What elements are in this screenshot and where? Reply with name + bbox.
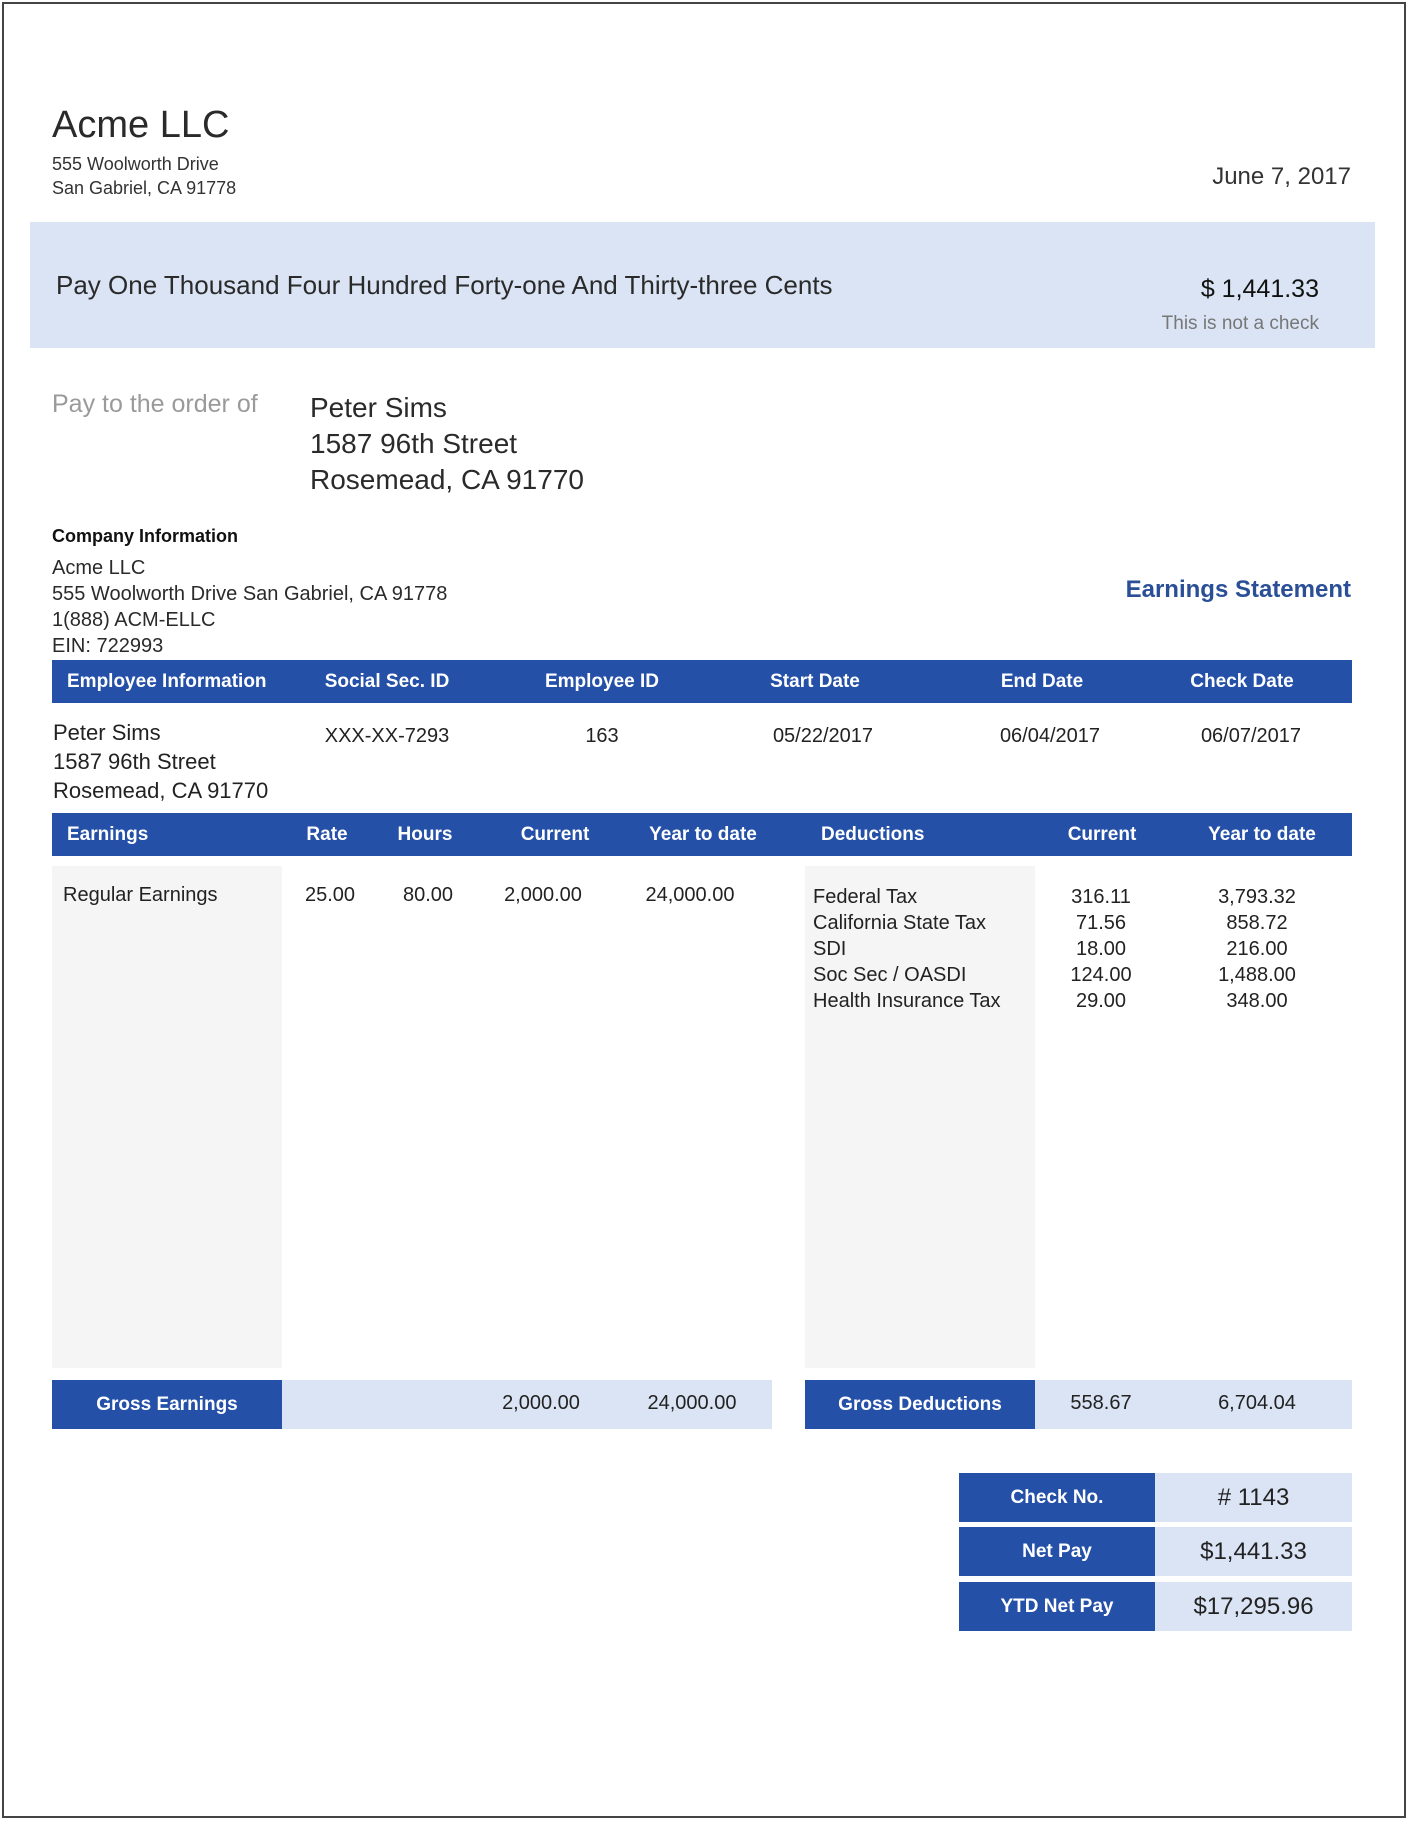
pay-amount-words: Pay One Thousand Four Hundred Forty-one And Thirty-three Cents — [56, 270, 833, 300]
gross-deductions-label: Gross Deductions — [805, 1380, 1035, 1429]
deduction-ytd: 1,488.00 — [1218, 964, 1296, 986]
employee-info — [53, 718, 268, 805]
payee-city: Rosemead, CA 91770 — [310, 464, 584, 495]
gross-deductions-ytd: 6,704.04 — [1218, 1392, 1296, 1414]
employee-end-date: 06/04/2017 — [999, 725, 1101, 747]
header-deductions: Deductions — [821, 823, 925, 845]
gross-earnings-ytd: 24,000.00 — [647, 1392, 737, 1414]
check-no-label: Check No. — [959, 1473, 1155, 1522]
company-info-ein: EIN: 722993 — [52, 635, 164, 657]
payee-name: Peter Sims — [310, 392, 447, 423]
check-no-value: # 1143 — [1155, 1473, 1352, 1522]
statement-date: June 7, 2017 — [1212, 163, 1351, 190]
employee-name: Peter Sims — [53, 720, 161, 745]
earning-hours: 80.00 — [402, 884, 454, 906]
header-rate: Rate — [306, 823, 348, 845]
net-pay-label: Net Pay — [959, 1527, 1155, 1576]
payee-street: 1587 96th Street — [310, 428, 518, 459]
header-start-date: Start Date — [770, 670, 860, 692]
employee-city: Rosemead, CA 91770 — [53, 778, 269, 803]
company-info-name: Acme LLC — [52, 557, 146, 579]
employee-check-date: 06/07/2017 — [1200, 725, 1302, 747]
deduction-current: 18.00 — [1075, 938, 1127, 960]
gross-deductions-current: 558.67 — [1070, 1392, 1132, 1414]
company-address-line1: 555 Woolworth Drive — [52, 154, 219, 174]
deduction-current-values — [1051, 884, 1151, 1014]
deduction-ytd: 216.00 — [1226, 938, 1288, 960]
earning-current: 2,000.00 — [504, 884, 582, 906]
header-social-sec-id: Social Sec. ID — [324, 670, 450, 692]
deduction-name: Health Insurance Tax — [813, 990, 1001, 1012]
pay-to-label: Pay to the order of — [52, 390, 258, 418]
earning-name: Regular Earnings — [63, 884, 218, 906]
deduction-current: 316.11 — [1071, 886, 1131, 908]
header-earnings-ytd: Year to date — [649, 823, 757, 845]
deduction-ytd-values — [1187, 884, 1327, 1014]
deduction-names — [813, 884, 1001, 1014]
earnings-deductions-header — [52, 813, 1352, 856]
gross-earnings-label: Gross Earnings — [52, 1380, 282, 1429]
employee-table-header — [52, 660, 1352, 703]
header-deductions-current: Current — [1067, 823, 1137, 845]
earning-rate: 25.00 — [304, 884, 356, 906]
header-hours: Hours — [397, 823, 453, 845]
deduction-name: California State Tax — [813, 912, 987, 934]
net-pay-value: $1,441.33 — [1155, 1527, 1352, 1576]
header-employee-information: Employee Information — [67, 670, 267, 692]
deduction-name: Federal Tax — [813, 886, 918, 908]
not-a-check-note: This is not a check — [1161, 313, 1319, 334]
employee-street: 1587 96th Street — [53, 749, 216, 774]
company-info-phone: 1(888) ACM-ELLC — [52, 609, 216, 631]
deduction-current: 124.00 — [1070, 964, 1132, 986]
header-end-date: End Date — [1000, 670, 1084, 692]
employee-ssn: XXX-XX-7293 — [324, 725, 450, 747]
header-earnings: Earnings — [67, 823, 149, 845]
company-info-title: Company Information — [52, 526, 239, 546]
deduction-current: 71.56 — [1075, 912, 1127, 934]
deduction-name: Soc Sec / OASDI — [813, 964, 967, 986]
pay-amount: $ 1,441.33 — [1200, 275, 1319, 303]
ytd-net-pay-label: YTD Net Pay — [959, 1582, 1155, 1631]
header-check-date: Check Date — [1190, 670, 1294, 692]
header-earnings-current: Current — [520, 823, 590, 845]
deduction-ytd: 348.00 — [1226, 990, 1288, 1012]
deduction-name: SDI — [813, 938, 847, 960]
company-info-block — [52, 555, 447, 659]
employee-start-date: 05/22/2017 — [772, 725, 874, 747]
payee-address — [310, 390, 584, 498]
deduction-current: 29.00 — [1075, 990, 1127, 1012]
earnings-statement-title: Earnings Statement — [1125, 576, 1351, 603]
deduction-ytd: 858.72 — [1226, 912, 1288, 934]
employee-id: 163 — [585, 725, 619, 747]
ytd-net-pay-value: $17,295.96 — [1155, 1582, 1352, 1631]
header-deductions-ytd: Year to date — [1208, 823, 1316, 845]
header-employee-id: Employee ID — [544, 670, 660, 692]
deduction-ytd: 3,793.32 — [1218, 886, 1296, 908]
gross-earnings-current: 2,000.00 — [502, 1392, 580, 1414]
company-address — [52, 152, 236, 200]
company-name: Acme LLC — [52, 104, 230, 146]
company-address-line2: San Gabriel, CA 91778 — [52, 178, 237, 198]
earning-ytd: 24,000.00 — [645, 884, 735, 906]
company-info-address: 555 Woolworth Drive San Gabriel, CA 91778 — [52, 583, 448, 605]
earnings-name-column — [52, 866, 282, 1368]
